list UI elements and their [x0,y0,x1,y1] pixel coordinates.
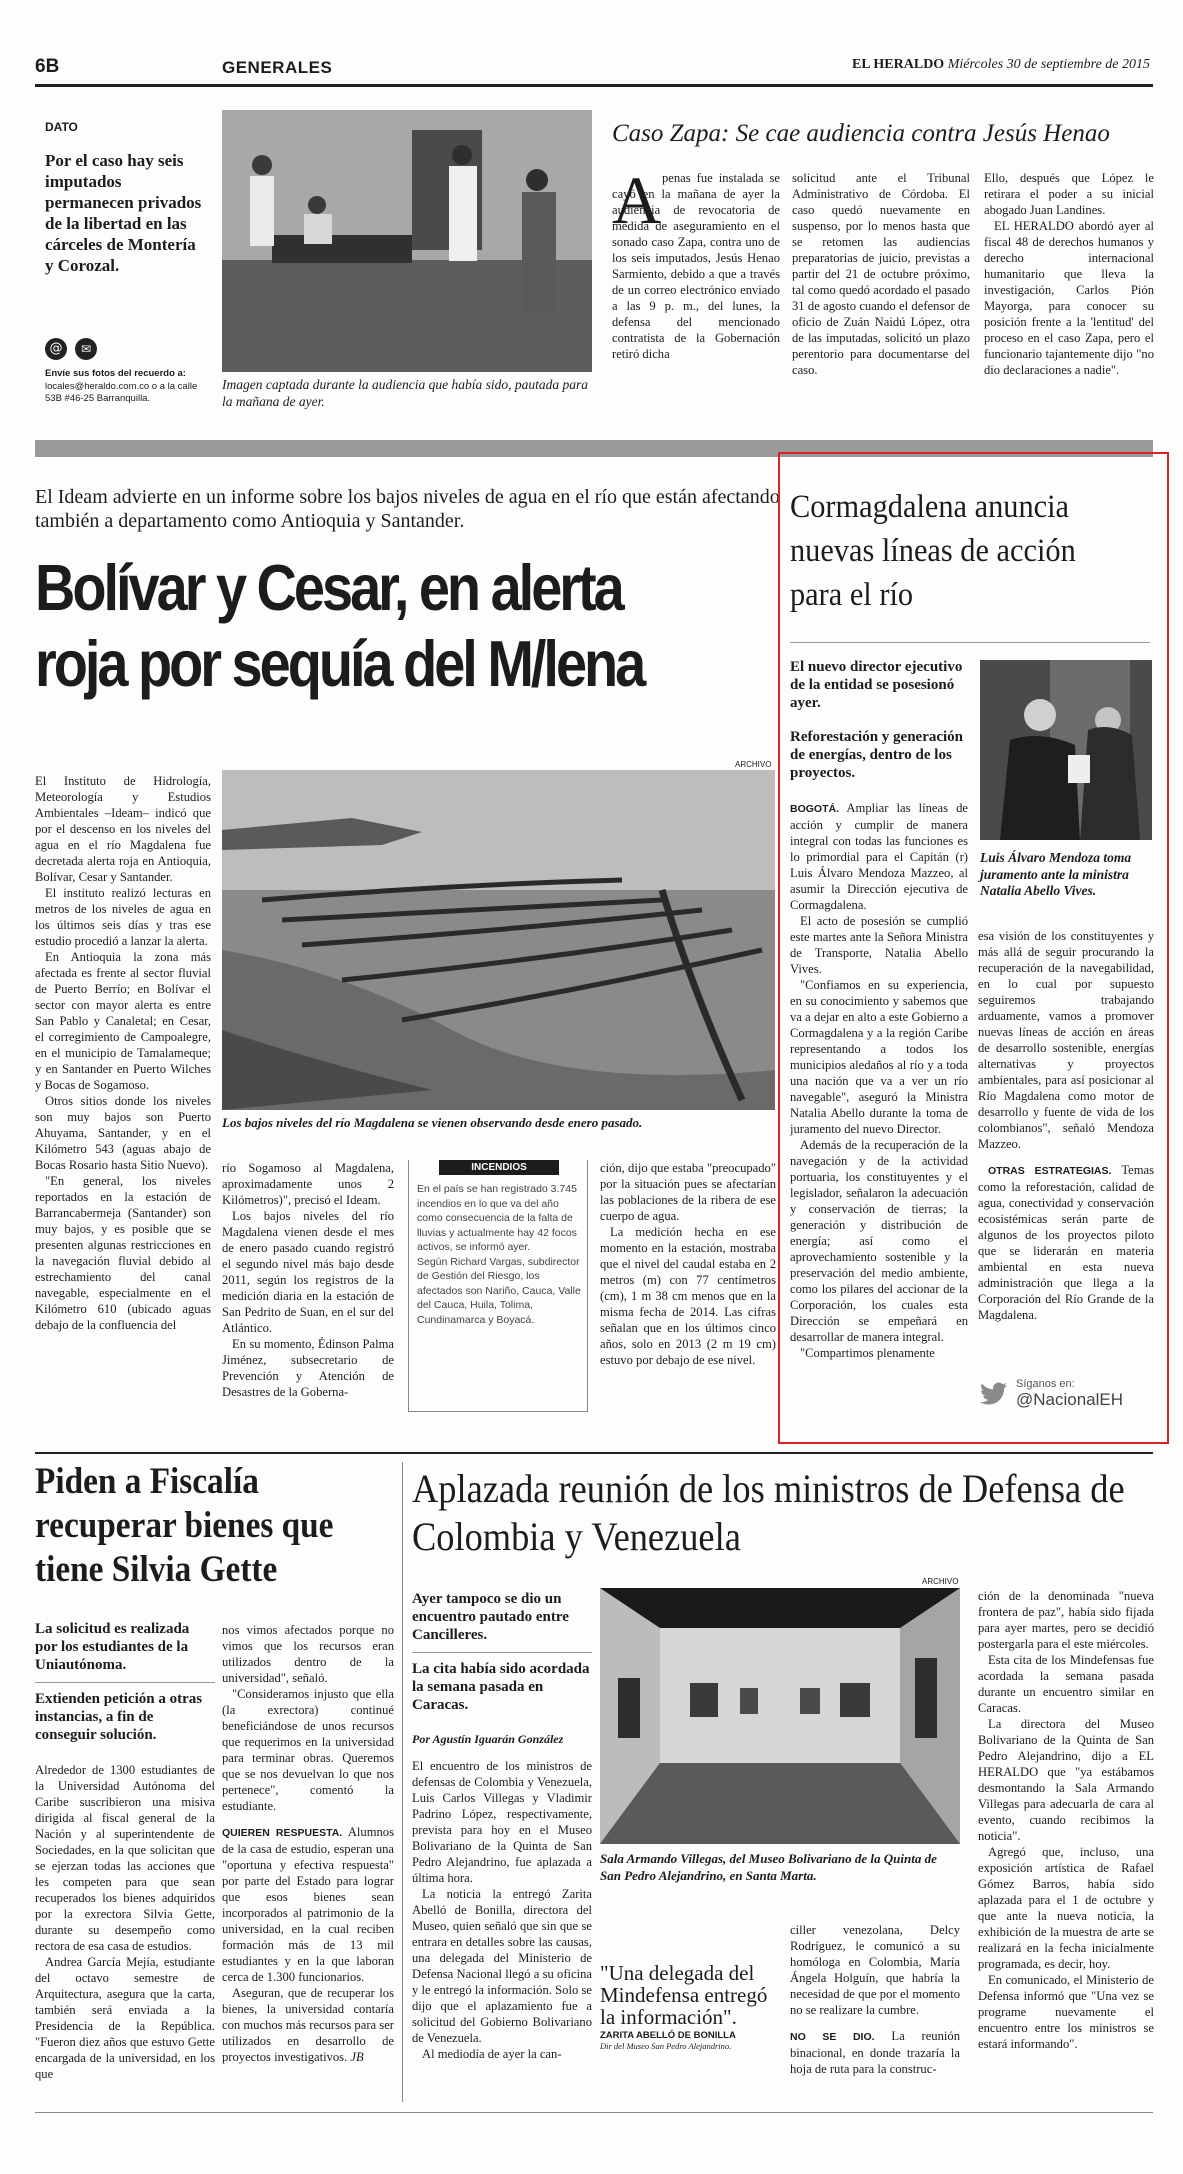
header-rule [35,84,1153,87]
defensa-p5 [790,2028,960,2077]
defensa-p8: La directora del Museo Bolivariano de la Quinta de San Pedro Alejandrino, dijo a EL HERALDO que "ya estábamos desmontando la Sala Armando Villegas para adecuarla de cara al evento, cuando recibimos la noticia". [978,1717,1154,1843]
fiscalia-p6-text: Aseguran, que de recuperar los bienes, la universidad contaría con muchos más recursos para ser utilizados en desarrollo de proyectos investigativos. [222,1986,394,2064]
ideam-p7: Los bajos niveles del río Magdalena vienen desde el mes de enero pasado cuando registró el segundo nivel más bajo desde 2011, según los registros de la medición diaria en la estación de San Pedrito de Suan, en el sur del Atlántico. [222,1209,394,1335]
cormag-dateline: BOGOTÁ. [790,803,839,815]
defensa-lead-rule [412,1652,592,1653]
ideam-deck: El Ideam advierte en un informe sobre los bajos niveles de agua en el río que están afectando también a departamento como Antioquia y Santander. [35,486,780,532]
museum-photo-caption: Sala Armando Villegas, del Museo Bolivariano de la Quinta de San Pedro Alejandrino, en Santa Marta. [600,1851,937,1883]
cormag-p7 [978,1162,1154,1323]
ideam-p8: En su momento, Édinson Palma Jiménez, subsecretario de Prevención y Atención de Desastres de la Goberna- [222,1337,394,1399]
cormag-p3: "Confiamos en su experiencia, en su conocimiento y sabemos que va a dejar en alto a este Gobierno a Cormagdalena y a la región Caribe representando a todos los municipios aledaños al río y a toda una nación que va a ver un río navegable", aseguró la Ministra Natalia Abello durante la toma de juramento del nuevo Director. [790,978,968,1136]
oath-photo [980,660,1152,840]
ideam-p9: ción, dijo que estaba "preocupado" por la situación pues se afectarían las poblaciones de la ribera de ese cuerpo de agua. [600,1161,776,1223]
ideam-col-4 [600,1160,776,1415]
ideam-col-1 [35,773,211,1413]
defensa-p10: En comunicado, el Ministerio de Defensa informó que "Una vez se programe nuevamente el encuentro entre los ministros se estará informando". [978,1973,1154,2051]
defensa-archivo-credit: ARCHIVO [922,1577,959,1586]
defensa-lead-1: Ayer tampoco se dio un encuentro pautado entre Cancilleres. [412,1591,569,1643]
defensa-p4: ciller venezolana, Delcy Rodríguez, le comunicó a su homóloga en Colombia, María Ángela Holguín, que habría la necesidad de que por el momento no se realizare la cumbre. [790,1923,960,2017]
fiscalia-p5 [222,1824,394,1985]
paper-name: EL HERALDO [852,57,945,72]
lower-section-rule [35,1452,1153,1454]
ideam-p3: En Antioquia la zona más afectada es frente al sector fluvial de Puerto Berrío; en Bolívar el sector con mayor alerta es entre San Pablo y Canaletal; en Cesar, el corregimiento de Campoalegre, en el municipio de Tamalameque; y en Santander en Puerto Wilches y Bocas de Sogamoso. [35,950,211,1092]
ideam-p6: río Sogamoso al Magdalena, aproximadamente unos 2 Kilómetros)", precisó el Ideam. [222,1161,394,1207]
oath-photo-caption: Luis Álvaro Mendoza toma juramento ante la ministra Natalia Abello Vives. [980,850,1132,898]
cormag-col-2 [978,928,1154,1353]
fiscalia-subhead: QUIEREN RESPUESTA. [222,1827,343,1839]
zapa-col-3b-text: EL HERALDO abordó ayer al fiscal 48 de derechos humanos y derecho internacional humanitario que lleva la investigación, Carlos Pión Mayorga, para conocer su posición frente a la 'lentitud' del proceso en el caso Zapa, pero el funcionario tajantemente dijo "no dio declaraciones a nadie". [984,219,1154,377]
dato-icons [45,338,97,360]
zapa-dropcap: A [612,162,662,238]
fiscalia-p4: "Consideramos injusto que ella (la exrectora) continué beneficiándose de unos recursos que requerimos en la universidad para terminar obras. Queremos que se nos devuelvan lo que nos pertenece", comentó la estudiante. [222,1687,394,1813]
fiscalia-p6 [222,1985,394,2065]
cormag-p6: esa visión de los constituyentes y más allá de seguir procurando la recuperación de la navegabilidad, en lo cual por supuesto seguiremos trabajando arduamente, vamos a promover nuevas líneas de acción en áreas de desarrollo sostenible, energías alternativas y proyectos ambientales, para así posicionar al Río Magdalena como motor de desarrollo y fuente de vida de los colombianos", señaló Mendoza Mazzeo. [978,929,1154,1151]
dato-label: DATO [45,120,78,134]
defensa-subhead: NO SE DIO. [790,2031,875,2043]
river-boats-illustration [222,770,775,1110]
defensa-p7: Esta cita de los Mindefensas fue acordada la semana pasada durante un encuentro similar en Caracas. [978,1653,1154,1715]
defensa-headline: Aplazada reunión de los ministros de Defensa de Colombia y Venezuela [412,1466,1125,1559]
ideam-p5: "En general, los niveles reportados en la estación de Barrancabermeja (Santander) son muy bajos, y es posible que se presenten algunas restricciones en la navegación fluvial debido al estrechamiento del canal navegable, especialmente en el Kilómetro 610 (ubicado aguas debajo de la confluencia del [35,1174,211,1332]
fiscalia-lead-1: La solicitud es realizada por los estudiantes de la Uniautónoma. [35,1621,190,1673]
follow-us[interactable] [978,1378,1123,1410]
cormag-p7-text: Temas como la reforestación, calidad de agua, conectividad y conservación ecosistémicas serán parte de algunos de los proyectos piloto que se liderarán en materia ambiental en esta nueva administración que llega a la Corporación del Río Grande de la Magdalena. [978,1163,1154,1322]
masthead [852,57,1150,73]
river-photo-caption: Los bajos niveles del río Magdalena se vienen observando desde enero pasado. [222,1115,643,1130]
footer-rule [35,2112,1153,2113]
fiscalia-p1: Alrededor de 1300 estudiantes de la Universidad Autónoma del Caribe suscribieron una misiva dirigida al fiscal general de la Nación y al superintendente de Sociedades, en la que solicitan que se ejerzan todas las acciones que les competen para que sean recuperados los bienes adquiridos por la exrectora Silvia Gette, durante su desempeño como rectora de esa casa de estudios. [35,1763,215,1953]
ideam-p2: El instituto realizó lecturas en metros de los niveles de agua en los últimos seis días y tras ese estudio procedió a lanzar la alerta. [35,886,211,948]
defensa-lead-2: La cita había sido acordada la semana pasada en Caracas. [412,1661,590,1713]
defensa-col-2 [790,1922,960,2100]
defensa-col-3 [978,1588,1154,2100]
cormag-p2: El acto de posesión se cumplió este martes ante la Señora Ministra de Transporte, Natalia Abello Vives. [790,914,968,976]
cormag-rule [790,642,1150,643]
cormag-p4: Además de la recuperación de la navegación y de la actividad portuaria, los constituyentes y el legislador, señalaron la adecuación y conservación de tierras; la generación y distribución de energía; así como el aprovechamiento sostenible y la preservación del medio ambiente, como los pilares del accionar de la Corporación, los cuales esta Dirección se empeñará en desarrollar de manera integral. [790,1138,968,1344]
cormag-p1-text: Ampliar las líneas de acción y cumplir de manera integral con todas las funciones es lo primordial para el Capitán (r) Luis Álvaro Mendoza Mazzeo, al asumir la Dirección ejecutiva de Cormagdalena. [790,801,968,912]
zapa-col-1 [612,170,780,405]
fiscalia-lead-rule [35,1682,215,1683]
pull-quote-name: ZARITA ABELLÓ DE BONILLA [600,2030,736,2041]
defensa-p2: La noticia la entregó Zarita Abelló de Bonilla, directora del Museo, quien señaló que sin que se entrara en detalles sobre las causas, una delegada del Ministerio de Defensa Nacional llegó a su oficina y le entregó la información. Solo se dijo que el aplazamiento fue a solicitud del Gobierno Bolivariano de Venezuela. [412,1887,592,2045]
ideam-p10: La medición hecha en ese momento en la estación, mostraba que el nivel del caudal estaba en 2 metros (m) con 77 centímetros (cm), 1 m 38 cm menos que en la misma fecha de 2014. Las cifras señalan que en los últimos cinco años, solo en 2013 (2 m 19 cm) estuvo por debajo de ese nivel. [600,1225,776,1367]
courtroom-photo [222,110,592,372]
zapa-photo-caption: Imagen captada durante la audiencia que había sido, pautada para la mañana de ayer. [222,377,588,409]
fiscalia-col-2 [222,1622,394,2100]
ideam-p4: Otros sitios donde los niveles son muy bajos son Puerto Ahuyama, Santander, y en el Kilómetro 543 (aguas abajo de Bocas Rosario hasta Sitio Nuevo). [35,1094,211,1172]
fiscalia-lead-2: Extienden petición a otras instancias, a fin de conseguir solución. [35,1691,203,1743]
twitter-bird-icon [978,1382,1008,1406]
pull-quote-role: Dir del Museo San Pedro Alejandrino. [600,2041,732,2051]
museum-hall-illustration [600,1588,960,1844]
defensa-p6: ción de la denominada "nueva frontera de paz", había sido fijada para ayer martes, pero se decidió postergarla para el este miércoles. [978,1589,1154,1651]
cormag-lead-2: Reforestación y generación de energías, dentro de los proyectos. [790,729,964,781]
ideam-p1: El Instituto de Hidrología, Meteorología y Estudios Ambientales –Ideam– indicó que por el descenso en los niveles del agua en el río Magdalena fue decretada alerta roja en Antioquia, Bolívar, Cesar y Santander. [35,774,211,884]
fiscalia-p2: Andrea García Mejía, estudiante del octavo semestre de Arquitectura, asegura que la carta, también será enviada a la Presidencia de la República. "Fueron diez años que estuvo Gette encargada de la universidad, en los que [35,1955,215,2081]
defensa-p9: Agregó que, incluso, una exposición artística de Rafael Gómez Barros, había sido aplazada para el 1 de octubre y que ante la nueva noticia, la exhibición de la muestra de arte se realizará en la fecha inicialmente programada, es decir, hoy. [978,1845,1154,1971]
section-name: GENERALES [222,58,333,77]
issue-date: Miércoles 30 de septiembre de 2015 [947,57,1150,72]
courtroom-illustration [222,110,592,372]
fiscalia-headline: Piden a Fiscalía recuperar bienes que tiene Silvia Gette [35,1461,334,1590]
zapa-headline: Caso Zapa: Se cae audiencia contra Jesús Henao [612,120,1110,147]
river-boats-photo [222,770,775,1110]
send-photos-contact: locales@heraldo.com.co o a la calle 53B #46-25 Barranquilla. [45,381,198,404]
museum-hall-photo [600,1588,960,1844]
defensa-p1: El encuentro de los ministros de defensas de Colombia y Venezuela, Luis Carlos Villegas y Vladimir Padrino López, respectivamente, prevista para hoy en el Museo Bolivariano de la Quinta de San Pedro Alejandrino, fue aplazada a última hora. [412,1759,592,1885]
pull-quote [600,1962,780,2051]
pull-quote-text: "Una delegada del Mindefensa entregó la información". [600,1961,768,2029]
follow-handle: @NacionalEH [1016,1390,1124,1409]
ideam-headline: Bolívar y Cesar, en alerta roja por sequía del M/lena [35,551,644,700]
incendios-label: INCENDIOS [439,1160,559,1175]
fiscalia-signature: JB [350,2050,364,2064]
page-number: 6B [35,56,60,77]
at-icon: @ [45,338,67,360]
defensa-p5-text: La reunión binacional, en donde trazaría la hoja de ruta para la construc- [790,2029,960,2076]
follow-text [1016,1378,1123,1410]
dato-text: Por el caso hay seis imputados permanecen privados de la libertad en las cárceles de Montería y Corozal. [45,151,202,275]
defensa-byline: Por Agustín Iguarán González [412,1732,564,1746]
cormag-subhead: OTRAS ESTRATEGIAS. [988,1165,1112,1177]
mail-icon: ✉ [75,338,97,360]
zapa-col-2-text: solicitud ante el Tribunal Administrativo de Córdoba. El caso quedó nuevamente en suspenso, por lo menos hasta que se retomen las audiencias preparatorias de juicio, previstas a partir del 21 de octubre próximo, tal como quedó acordado el pasado 31 de agosto cuando el defensor de oficio de Zuán Naidú López, otra de las imputadas, solicitó un plazo perentorio para documentarse del caso. [792,171,970,377]
cormag-p1 [790,800,968,913]
zapa-col-2 [792,170,970,405]
defensa-col-1 [412,1758,592,2100]
cormag-col-1 [790,800,968,1420]
cormag-headline: Cormagdalena anuncia nuevas líneas de acción para el río [790,489,1076,613]
incendios-p2: Según Richard Vargas, subdirector de Gestión del Riesgo, los afectados son Nariño, Cauca, Valle del Cauca, Huila, Tolima, Cundinamarca y Boyacá. [417,1255,581,1326]
incendios-text [417,1182,581,1327]
follow-label: Síganos en: [1016,1378,1075,1390]
lower-column-rule [402,1462,403,2102]
zapa-col-3 [984,170,1154,405]
fiscalia-col-1 [35,1762,215,2102]
zapa-col-3a-text: Ello, después que López le retirara el poder a su inicial abogado Juan Landines. [984,171,1154,217]
cormag-lead-1: El nuevo director ejecutivo de la entidad se posesionó ayer. [790,659,963,711]
defensa-p3: Al mediodía de ayer la can- [422,2047,562,2061]
zapa-col-1-text: penas fue instalada se cayó en la mañana de ayer la audiencia de revocatoria de medida de aseguramiento en el sonado caso Zapa, contra uno de los seis imputados, Jesús Henao Sarmiento, debido a que a través de un correo electrónico enviado a las 9 p. m., del lunes, la defensa del mencionado contratista de la Gobernación retiró dicha [612,171,780,361]
incendios-box [408,1160,588,1412]
ideam-col-2 [222,1160,394,1415]
oath-illustration [980,660,1152,840]
fiscalia-p3: nos vimos afectados porque no vimos que los recursos eran utilizados dentro de la universidad", señaló. [222,1623,394,1685]
incendios-p1: En el país se han registrado 3.745 incendios en lo que va del año como consecuencia de la falta de lluvias y actualmente hay 42 focos activos, se informó ayer. [417,1183,577,1253]
fiscalia-p5-text: Alumnos de la casa de estudio, esperan una "oportuna y efectiva respuesta" por parte del Estado para lograr que esos bienes sean incorporados al patrimonio de la universidad, en la cual reciben formación más de 13 mil estudiantes y en la que laboran cerca de 1.300 funcionarios. [222,1825,394,1984]
ideam-archivo-credit: ARCHIVO [735,760,772,769]
send-photos-label: Envíe sus fotos del recuerdo a: [45,368,186,379]
cormag-p5: "Compartimos plenamente [800,1346,935,1360]
